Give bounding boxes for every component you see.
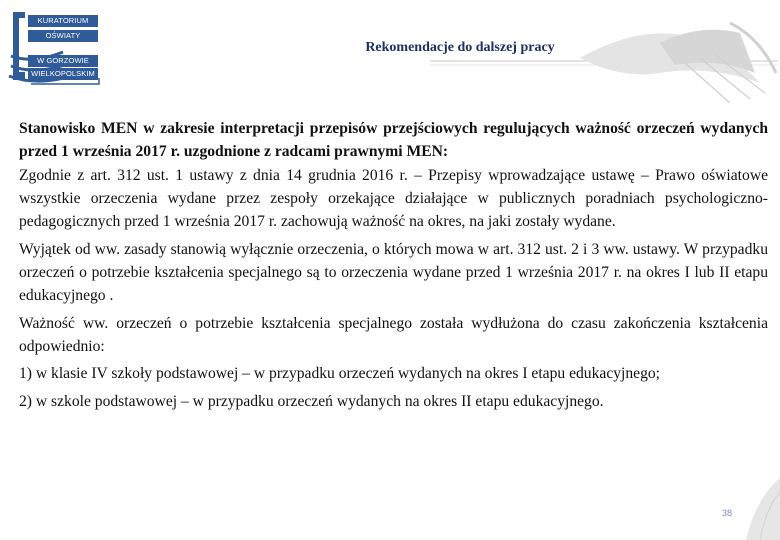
logo-line-2: OŚWIATY (28, 30, 98, 42)
stanowisko-heading: Stanowisko MEN w zakresie interpretacji przepisów przejściowych regulujących ważność orzeczeń wydanych przed 1 września 2017 r. uzgodnione z radcami prawnymi MEN: (19, 120, 768, 161)
corner-decoration-icon (736, 478, 780, 540)
page-title: Rekomendacje do dalszej pracy (365, 40, 555, 55)
book-decoration-icon (430, 3, 778, 113)
list-item: 1) w klasie IV szkoły podstawowej – w przypadku orzeczeń wydanych na okres I etapu edukacyjnego; (19, 365, 661, 383)
logo-line-1: KURATORIUM (28, 15, 98, 27)
logo-line-3: W GORZOWIE (28, 55, 98, 67)
logo-line-4: WIELKOPOLSKIM (28, 68, 98, 80)
page-number: 38 (721, 508, 732, 518)
content-paragraph: Ważność ww. orzeczeń o potrzebie kształcenia specjalnego została wydłużona do czasu zakończenia kształcenia odpowiednio: (19, 314, 768, 355)
content-paragraph: Zgodnie z art. 312 ust. 1 ustawy z dnia 14 grudnia 2016 r. – Przepisy wprowadzające ustawę – Prawo oświatowe wszystkie orzeczenia wydane przez zespoły orzekające działające w publicznych poradniach psychologiczno-pedagogicznych przed 1 września 2017 r. zachowują ważność na okres, na jaki zostały wydane. (19, 166, 768, 231)
content-paragraph: Wyjątek od ww. zasady stanowią wyłącznie orzeczenia, o których mowa w art. 312 ust. 2 i 3 ww. ustawy. W przypadku orzeczeń o potrzebie kształcenia specjalnego są to orzeczenia wydane przed 1 września 2017 r. na okres I lub II etapu edukacyjnego . (19, 240, 768, 305)
main-content (19, 117, 768, 417)
list-item: 2) w szkole podstawowej – w przypadku orzeczeń wydanych na okres II etapu edukacyjnego. (19, 392, 604, 410)
kuratorium-logo (3, 6, 103, 92)
